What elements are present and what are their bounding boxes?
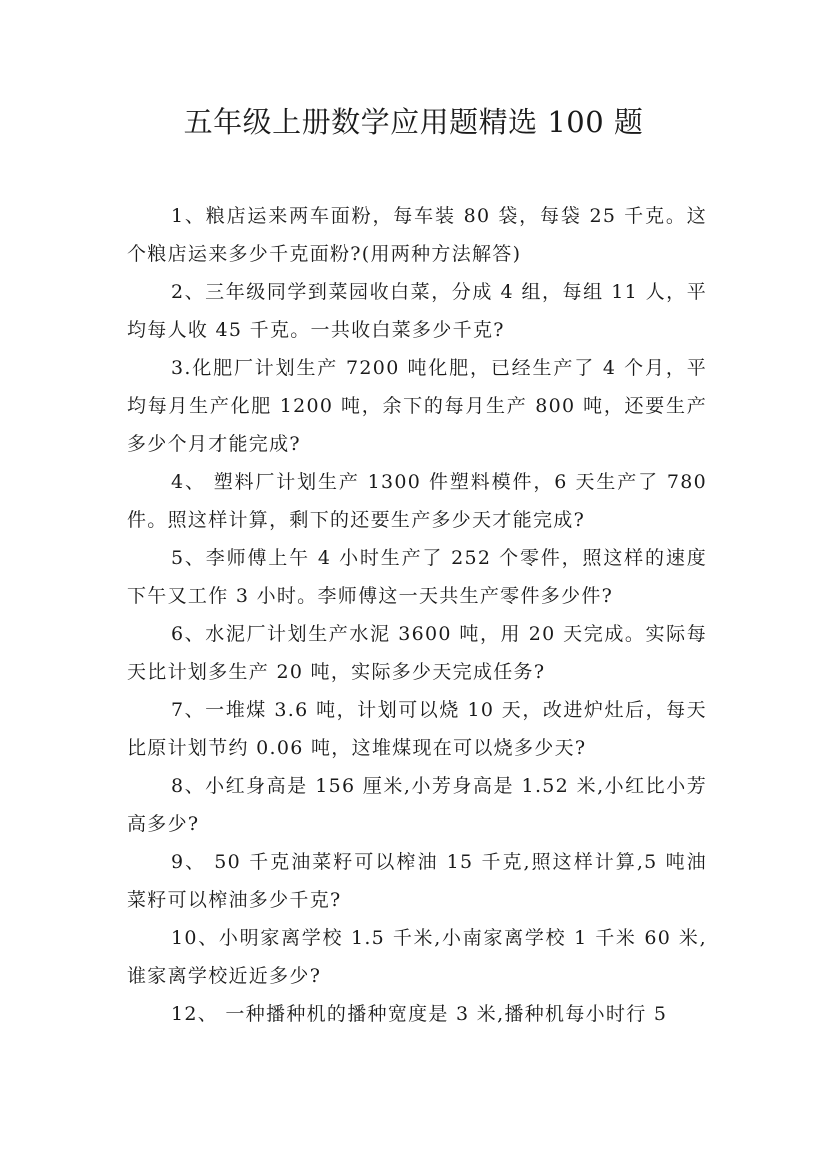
document-title: 五年级上册数学应用题精选 100 题 bbox=[183, 105, 644, 139]
problem-item: 12、 一种播种机的播种宽度是 3 米,播种机每小时行 5 bbox=[171, 1003, 668, 1025]
problem-item: 7、一堆煤 3.6 吨，计划可以烧 10 天，改进炉灶后，每天比原计划节约 0.06 吨，这堆煤现在可以烧多少天? bbox=[127, 699, 707, 759]
problem-item: 10、小明家离学校 1.5 千米,小南家离学校 1 千米 60 米,谁家离学校近近多少? bbox=[127, 927, 707, 987]
problem-item: 8、小红身高是 156 厘米,小芳身高是 1.52 米,小红比小芳高多少? bbox=[127, 775, 707, 835]
problem-item: 4、 塑料厂计划生产 1300 件塑料模件，6 天生产了 780 件。照这样计算，剩下的还要生产多少天才能完成? bbox=[127, 471, 707, 531]
problem-item: 2、三年级同学到菜园收白菜，分成 4 组，每组 11 人，平均每人收 45 千克。一共收白菜多少千克? bbox=[127, 281, 707, 341]
problem-list bbox=[127, 197, 707, 1033]
problem-item: 3.化肥厂计划生产 7200 吨化肥，已经生产了 4 个月，平均每月生产化肥 1200 吨，余下的每月生产 800 吨，还要生产多少个月才能完成? bbox=[127, 357, 707, 455]
problem-item: 5、李师傅上午 4 小时生产了 252 个零件，照这样的速度下午又工作 3 小时。李师傅这一天共生产零件多少件? bbox=[127, 547, 707, 607]
problem-item: 1、粮店运来两车面粉，每车装 80 袋，每袋 25 千克。这个粮店运来多少千克面粉?(用两种方法解答) bbox=[127, 205, 707, 265]
problem-item: 9、 50 千克油菜籽可以榨油 15 千克,照这样计算,5 吨油菜籽可以榨油多少千克? bbox=[127, 851, 707, 911]
problem-item: 6、水泥厂计划生产水泥 3600 吨，用 20 天完成。实际每天比计划多生产 20 吨，实际多少天完成任务? bbox=[127, 623, 707, 683]
